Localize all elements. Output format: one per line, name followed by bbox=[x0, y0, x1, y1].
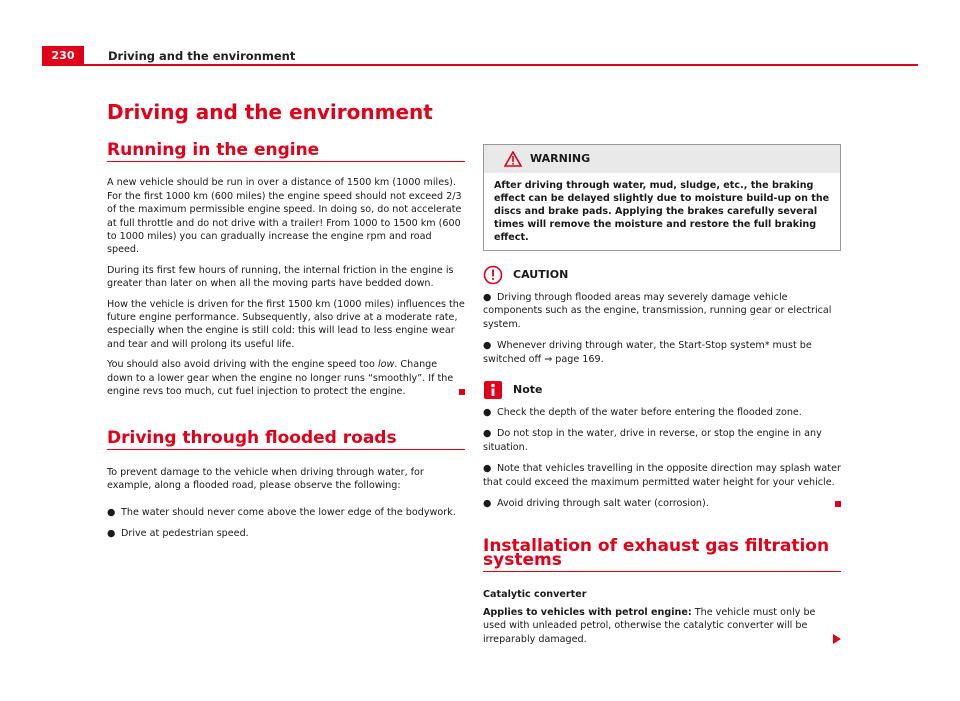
bullet-icon: ● bbox=[107, 528, 116, 540]
list-item bbox=[483, 497, 841, 510]
section-title-exhaust: Installation of exhaust gas filtration systems bbox=[483, 540, 841, 572]
list-item bbox=[483, 462, 841, 489]
section-end-marker bbox=[835, 501, 841, 507]
bullet-icon: ● bbox=[483, 407, 492, 419]
paragraph: How the vehicle is driven for the first 1500 km (1000 miles) influences the future engine performance. Subsequently, also drive at a moderate rate, especially when the engine is still cold: this will lead to less engine wear and tear and will prolong its useful life. bbox=[107, 298, 465, 350]
note-info-icon bbox=[483, 380, 503, 400]
paragraph bbox=[483, 606, 841, 646]
list-item bbox=[483, 427, 841, 454]
caution-icon bbox=[483, 265, 503, 285]
paragraph bbox=[107, 358, 465, 398]
warning-text: After driving through water, mud, sludge, etc., the braking effect can be delayed slightly due to moisture build-up on the discs and brake pads. Applying the brakes carefully several times will remove the moisture and restore the full braking effect. bbox=[494, 180, 830, 243]
caution-header bbox=[483, 265, 841, 285]
list-item-text: The water should never come above the lower edge of the bodywork. bbox=[121, 506, 456, 518]
list-item bbox=[483, 406, 841, 419]
running-title: Driving and the environment bbox=[108, 49, 296, 63]
list-item-text: Drive at pedestrian speed. bbox=[121, 528, 249, 540]
list-item-text: Note that vehicles travelling in the opposite direction may splash water that could exceed the maximum permitted water height for your vehicle. bbox=[483, 463, 841, 488]
list-item bbox=[483, 339, 841, 366]
paragraph-text: You should also avoid driving with the engine speed too bbox=[107, 359, 378, 371]
bullet-icon: ● bbox=[483, 428, 492, 440]
paragraph: A new vehicle should be run in over a distance of 1500 km (1000 miles). For the first 1000 km (600 miles) the engine speed should not exceed 2/3 of the maximum permissible engine speed. In doing so, do not accelerate at full throttle and do not drive with a trailer! From 1000 to 1500 km (600 to 1000 miles) you can gradually increase the engine rpm and road speed. bbox=[107, 177, 462, 256]
list-item-text: Whenever driving through water, the Start-Stop system* must be switched off ⇒ page 169. bbox=[483, 340, 812, 365]
paragraph: During its first few hours of running, the internal friction in the engine is greater than later on when all the moving parts have bedded down. bbox=[107, 264, 454, 290]
bullet-icon: ● bbox=[483, 340, 492, 352]
note-header bbox=[483, 380, 841, 400]
applies-to-label: Applies to vehicles with petrol engine: bbox=[483, 606, 692, 618]
warning-header bbox=[484, 145, 840, 173]
bullet-icon: ● bbox=[107, 506, 116, 518]
list-item-text: Avoid driving through salt water (corrosion). bbox=[497, 498, 709, 510]
bullet-icon: ● bbox=[483, 463, 492, 475]
subheading-catalytic-converter: Catalytic converter bbox=[483, 589, 587, 601]
list-item-text: Check the depth of the water before entering the flooded zone. bbox=[497, 407, 802, 419]
chapter-title: Driving and the environment bbox=[107, 100, 433, 124]
bullet-icon: ● bbox=[483, 292, 492, 303]
list-item bbox=[107, 527, 465, 540]
warning-label: WARNING bbox=[530, 152, 591, 166]
left-column bbox=[107, 140, 465, 549]
warning-box bbox=[483, 144, 841, 251]
paragraph-text: . Change down to a lower gear when the engine no longer runs “smoothly”. If the engine revs too much, cut fuel injection to protect the engine. bbox=[107, 359, 454, 398]
header-rule bbox=[84, 64, 918, 66]
list-item-text: Do not stop in the water, drive in reverse, or stop the engine in any situation. bbox=[483, 428, 822, 453]
section-end-marker bbox=[459, 389, 465, 395]
note-label: Note bbox=[513, 383, 543, 397]
section-title-flooded: Driving through flooded roads bbox=[107, 432, 465, 450]
continue-arrow-icon bbox=[833, 634, 841, 644]
list-item bbox=[107, 506, 465, 519]
bullet-icon: ● bbox=[483, 498, 492, 510]
section-title-running-in: Running in the engine bbox=[107, 144, 465, 162]
right-column bbox=[483, 144, 841, 653]
warning-triangle-icon bbox=[504, 151, 522, 167]
list-item-text: Driving through flooded areas may severely damage vehicle components such as the engine, transmission, running gear or electrical system. bbox=[483, 292, 832, 330]
list-item bbox=[483, 291, 841, 331]
paragraph-text: The vehicle must only be used with unleaded petrol, otherwise the catalytic converter will be irreparably damaged. bbox=[483, 606, 816, 645]
caution-label: CAUTION bbox=[513, 268, 569, 282]
paragraph: To prevent damage to the vehicle when driving through water, for example, along a flooded road, please observe the following: bbox=[107, 466, 424, 492]
emphasis-text: low bbox=[377, 359, 395, 371]
page-number: 230 bbox=[42, 46, 84, 66]
